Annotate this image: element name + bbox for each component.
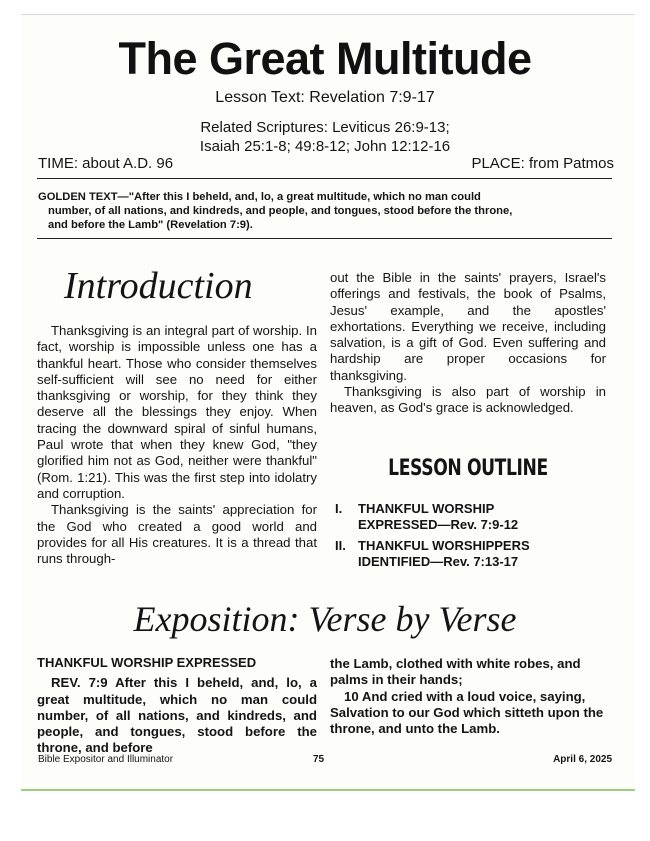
footer-publication: Bible Expositor and Illuminator — [38, 754, 174, 765]
time-label: TIME: about A.D. 96 — [38, 155, 174, 172]
lesson-outline-heading: LESSON OUTLINE — [388, 456, 548, 481]
lesson-outline — [335, 501, 605, 575]
footer-page-number: 75 — [313, 754, 325, 765]
outline-item-title: THANKFUL WORSHIP — [358, 501, 495, 516]
golden-text — [38, 190, 608, 232]
scripture-verse: REV. 7:9 After this I beheld, and, lo, a great multitude, which no man could number, of all nations, and kindreds, and people, and tongues, stood before the throne, and before — [37, 675, 317, 756]
lesson-text: Lesson Text: Revelation 7:9-17 — [215, 89, 435, 106]
introduction-paragraph: Thanksgiving is the saints' appreciation for the God who created a good world and provides for all His creatures. It is a thread that runs through- — [37, 502, 317, 567]
header-divider-top — [37, 178, 612, 179]
outline-item-title: THANKFUL WORSHIPPERS — [358, 538, 530, 553]
outline-item-reference: EXPRESSED—Rev. 7:9-12 — [358, 516, 519, 532]
scripture-verse: 10 And cried with a loud voice, saying, Salvation to our God which sitteth upon the throne, and unto the Lamb. — [330, 688, 604, 737]
scripture-verse-continued: the Lamb, clothed with white robes, and palms in their hands; — [330, 656, 581, 688]
exposition-right-column — [330, 656, 606, 737]
related-scriptures — [40, 118, 610, 156]
introduction-paragraph: Thanksgiving is also part of worship in heaven, as God's grace is acknowledged. — [330, 384, 606, 416]
page-title: The Great Multitude — [118, 33, 532, 84]
related-scriptures-line2: Isaiah 25:1-8; 49:8-12; John 12:12-16 — [199, 138, 451, 155]
outline-item — [335, 501, 605, 532]
outline-item-reference: IDENTIFIED—Rev. 7:13-17 — [358, 553, 519, 569]
section-title: THANKFUL WORSHIP EXPRESSED — [37, 655, 257, 670]
introduction-heading: Introduction — [64, 265, 253, 307]
page-bottom-rule — [21, 789, 635, 791]
place-label: PLACE: from Patmos — [471, 155, 614, 172]
golden-text-line1: GOLDEN TEXT—"After this I beheld, and, lo, a great multitude, which no man could — [38, 191, 481, 203]
golden-text-line3: and before the Lamb" (Revelation 7:9). — [48, 219, 253, 231]
introduction-paragraph: out the Bible in the saints' prayers, Israel's offerings and festivals, the book of Psalms, Jesus' example, and the apostles' exhortations. Everything we receive, including salvation, is a gift of God. Even suffering and hardship are proper occasions for thanksgiving. — [330, 270, 606, 383]
exposition-left-column — [37, 655, 317, 757]
introduction-paragraph: Thanksgiving is an integral part of worship. In fact, worship is impossible unless one has a thankful heart. Those who consider themselves self-sufficient will see no need for either thanksgiving or worship, for they think they deserve all the blessings they enjoy. When tracing the downward spiral of sinful humans, Paul wrote that when they knew God, "they glorified him not as God, neither were thankful" (Rom. 1:21). This was the first step into idolatry and corruption. — [37, 323, 317, 501]
outline-item-number: II. — [335, 538, 346, 553]
introduction-right-column — [330, 270, 606, 417]
outline-item — [335, 538, 605, 569]
header-divider-bottom — [37, 238, 612, 239]
footer-date: April 6, 2025 — [553, 754, 612, 765]
exposition-heading: Exposition: Verse by Verse — [133, 599, 517, 639]
golden-text-line2: number, of all nations, and kindreds, and people, and tongues, stood before the throne, — [48, 205, 513, 217]
introduction-left-column — [37, 323, 317, 567]
related-scriptures-line1: Related Scriptures: Leviticus 26:9-13; — [200, 119, 450, 136]
outline-item-number: I. — [335, 501, 343, 516]
